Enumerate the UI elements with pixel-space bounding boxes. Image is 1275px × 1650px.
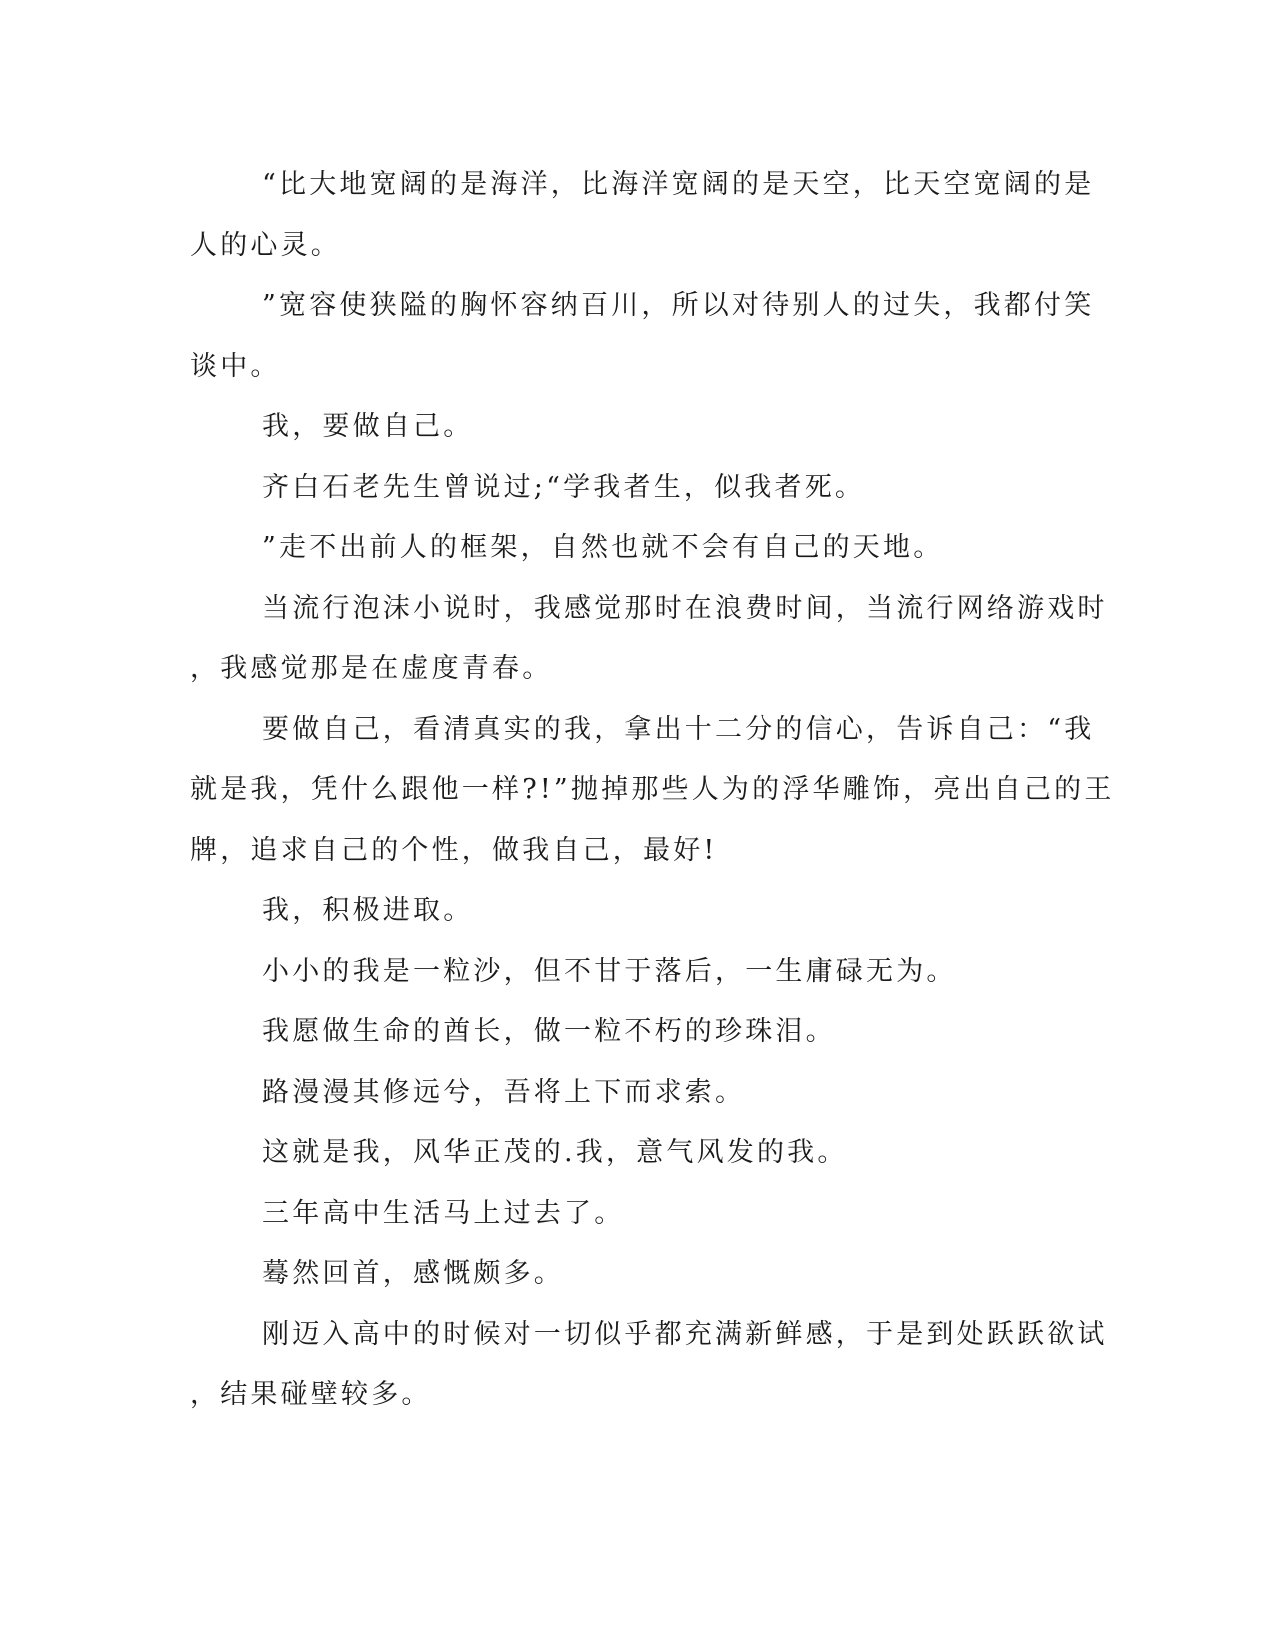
- paragraph-8: [190, 881, 1090, 942]
- text-line: ，结果碰壁较多。: [190, 1379, 432, 1410]
- text-line: 牌，追求自己的个性，做我自己，最好!: [190, 834, 718, 866]
- text-line: ”宽容使狭隘的胸怀容纳百川，所以对待别人的过失，我都付笑: [262, 290, 1095, 321]
- paragraph-3: [190, 397, 1090, 458]
- text-line: 我愿做生命的酋长，做一粒不朽的珍珠泪。: [262, 1016, 836, 1047]
- paragraph-2: [190, 276, 1095, 397]
- text-line: 蓦然回首，感慨颇多。: [262, 1258, 564, 1289]
- paragraph-5: [190, 518, 1090, 579]
- text-line: “比大地宽阔的是海洋，比海洋宽阔的是天空，比天空宽阔的是: [262, 169, 1095, 200]
- text-line: 当流行泡沫小说时，我感觉那时在浪费时间，当流行网络游戏时: [262, 592, 1108, 624]
- text-line: 谈中。: [190, 350, 281, 382]
- paragraph-15: [190, 1305, 1108, 1426]
- text-line: 就是我，凭什么跟他一样?!”抛掉那些人为的浮华雕饰，亮出自己的王: [190, 774, 1115, 805]
- text-line: 这就是我，风华正茂的.我，意气风发的我。: [262, 1137, 848, 1168]
- text-line: 三年高中生活马上过去了。: [262, 1197, 625, 1229]
- paragraph-9: [190, 942, 1090, 1003]
- document-body: [190, 155, 1115, 1426]
- paragraph-14: [190, 1244, 1090, 1305]
- text-line: ，我感觉那是在虚度青春。: [190, 653, 553, 684]
- text-line: 我，积极进取。: [262, 895, 474, 926]
- paragraph-6: [190, 579, 1108, 700]
- text-line: 路漫漫其修远兮，吾将上下而求索。: [262, 1076, 746, 1108]
- text-line: 刚迈入高中的时候对一切似乎都充满新鲜感，于是到处跃跃欲试: [262, 1318, 1108, 1350]
- paragraph-1: [190, 155, 1095, 276]
- paragraph-11: [190, 1063, 1090, 1124]
- text-line: 我，要做自己。: [262, 411, 474, 442]
- text-line: 人的心灵。: [190, 229, 341, 261]
- text-line: 小小的我是一粒沙，但不甘于落后，一生庸碌无为。: [262, 955, 957, 987]
- paragraph-12: [190, 1123, 1090, 1184]
- text-line: 齐白石老先生曾说过;“学我者生，似我者死。: [262, 471, 866, 503]
- paragraph-7: [190, 700, 1115, 882]
- text-line: 要做自己，看清真实的我，拿出十二分的信心，告诉自己：“我: [262, 713, 1095, 745]
- paragraph-10: [190, 1002, 1090, 1063]
- paragraph-13: [190, 1184, 1090, 1245]
- paragraph-4: [190, 458, 1090, 519]
- text-line: ”走不出前人的框架，自然也就不会有自己的天地。: [262, 532, 944, 563]
